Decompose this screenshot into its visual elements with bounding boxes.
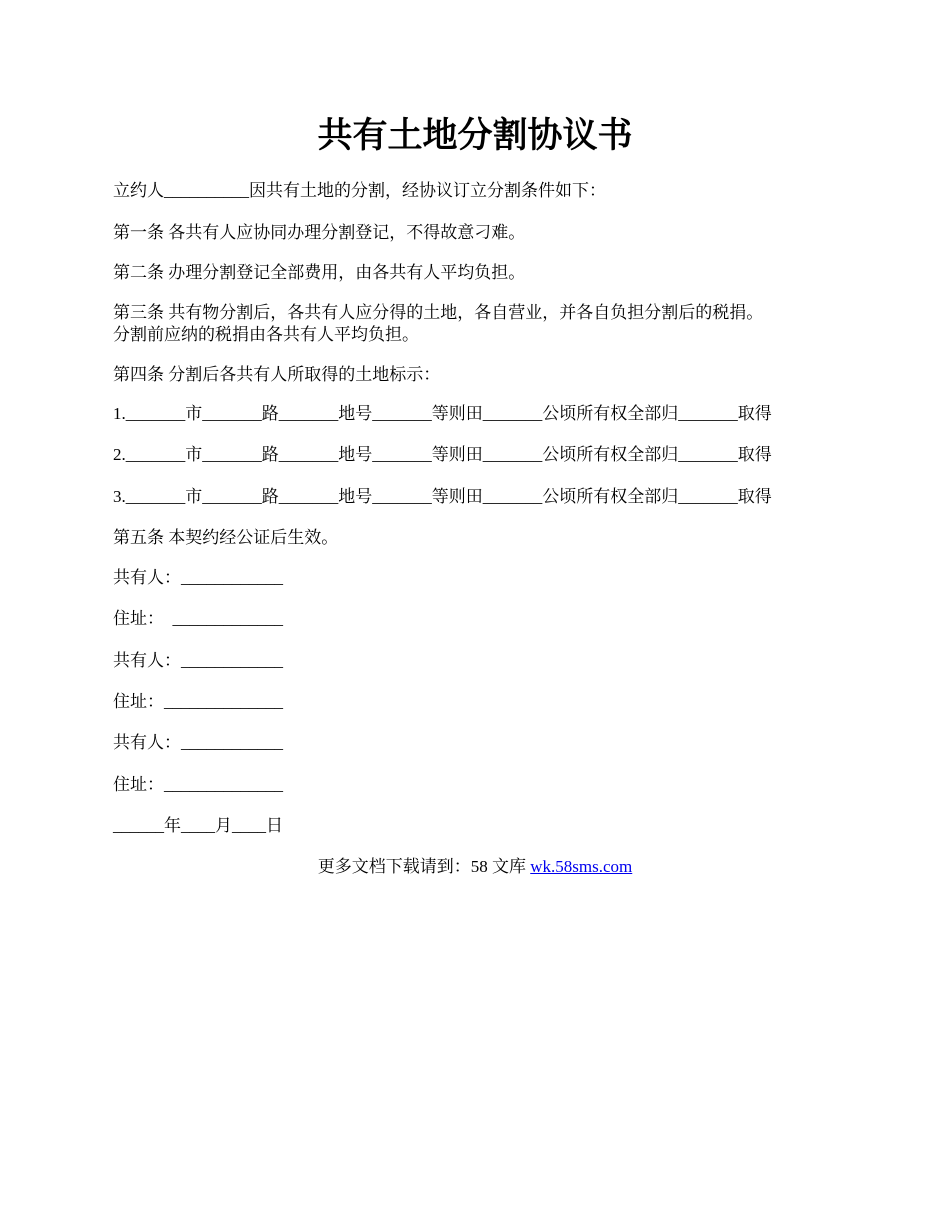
footer-link[interactable]: wk.58sms.com bbox=[530, 857, 633, 876]
footer-text: 更多文档下载请到：58 文库 bbox=[317, 857, 531, 876]
footer bbox=[0, 856, 950, 878]
date-line: ______年____月____日 bbox=[113, 816, 283, 835]
land-item-3: 3._______市_______路_______地号_______等则田_______公顷所有权全部归_______取得 bbox=[113, 487, 772, 506]
article-4: 第四条 分割后各共有人所取得的土地标示： bbox=[113, 365, 441, 384]
article-1: 第一条 各共有人应协同办理分割登记，不得故意刁难。 bbox=[113, 223, 526, 242]
signature-address-2: 住址：______________ bbox=[113, 692, 283, 711]
signature-address-1: 住址： _____________ bbox=[113, 609, 283, 628]
land-item-1: 1._______市_______路_______地号_______等则田_______公顷所有权全部归_______取得 bbox=[113, 404, 772, 423]
article-2: 第二条 办理分割登记全部费用，由各共有人平均负担。 bbox=[113, 263, 526, 282]
intro-paragraph: 立约人__________因共有土地的分割，经协议订立分割条件如下： bbox=[113, 181, 606, 200]
land-item-2: 2._______市_______路_______地号_______等则田_______公顷所有权全部归_______取得 bbox=[113, 445, 772, 464]
signature-co-owner-3: 共有人：____________ bbox=[113, 733, 283, 752]
document-title: 共有土地分割协议书 bbox=[317, 116, 633, 155]
article-3-line-2: 分割前应纳的税捐由各共有人平均负担。 bbox=[113, 325, 419, 344]
article-3-line-1: 第三条 共有物分割后，各共有人应分得的土地，各自营业，并各自负担分割后的税捐。 bbox=[113, 303, 764, 322]
signature-co-owner-1: 共有人：____________ bbox=[113, 568, 283, 587]
article-5: 第五条 本契约经公证后生效。 bbox=[113, 528, 339, 547]
signature-address-3: 住址：______________ bbox=[113, 775, 283, 794]
signature-co-owner-2: 共有人：____________ bbox=[113, 651, 283, 670]
article-3 bbox=[113, 302, 843, 346]
